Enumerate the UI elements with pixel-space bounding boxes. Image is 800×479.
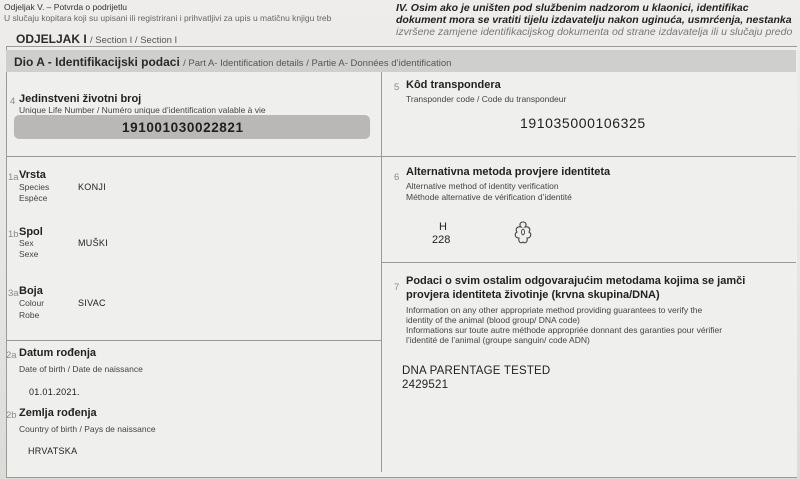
field-number: 2a [6,350,17,361]
other-methods-sublabel-en2: identity of the animal (blood group/ DNA code) [406,315,580,325]
header-right-line3: izvršene zamjene identifikacijskog dokumenta od strane izdavatelja ili u slučaju predo [396,26,793,38]
section-title: ODJELJAK I [16,32,87,46]
species-value: KONJI [78,182,107,192]
transponder-sublabel: Transponder code / Code du transpondeur [406,94,567,104]
row-divider [6,340,381,341]
brand-mark-icon [512,220,534,246]
ulb-sublabel: Unique Life Number / Numéro unique d’identification valable à vie [19,105,266,115]
header-left-line2: U slučaju kopitara koji su upisani ili registrirani i prihvatljivi za upis u matičnu knjigu treb [4,13,332,23]
field-number: 4 [10,96,16,107]
header-right-line2: dokument mora se vratiti tijelu izdavatelju nakon uginuća, usmrćenja, nestanka [396,14,792,26]
transponder-label: Kôd transpondera [406,79,501,91]
dna-code-value: 2429521 [402,379,449,391]
colour-label: Boja [19,285,43,297]
field-number: 1b [8,229,19,240]
field-number: 1a [8,172,19,183]
dob-sublabel: Date of birth / Date de naissance [19,364,143,374]
dob-label: Datum rođenja [19,347,97,359]
alt-method-value-number: 228 [432,234,451,246]
sex-label: Spol [19,226,43,238]
country-label: Zemlja rođenja [19,407,97,419]
colour-sublabel-en: Colour [19,298,45,308]
colour-sublabel-fr: Robe [19,310,40,320]
other-methods-label-line1: Podaci o svim ostalim odgovarajućim metodama kojima se jamči [406,275,746,287]
dob-value: 01.01.2021. [29,387,80,397]
other-methods-label-line2: provjera identiteta životinje (krvna skupina/DNA) [406,289,660,301]
section-heading [16,32,177,46]
species-sublabel-fr: Espèce [19,193,48,203]
country-sublabel: Country of birth / Pays de naissance [19,424,156,434]
column-divider [381,72,382,472]
other-methods-sublabel-fr1: Informations sur toute autre méthode appropriée donnant des garanties pour vérifier [406,325,723,335]
sex-sublabel-fr: Sexe [19,249,39,259]
field-number: 5 [394,82,400,93]
alt-method-label: Alternativna metoda provjere identiteta [406,166,611,178]
other-methods-sublabel-fr2: l’identité de l’animal (groupe sanguin/ code ADN) [406,335,590,345]
part-a-heading [14,55,451,69]
row-divider [382,262,796,263]
header-left-line1: Odjeljak V. – Potvrda o podrijetlu [4,2,128,12]
alt-method-sublabel-fr: Méthode alternative de vérification d’identité [406,192,572,202]
section-subtitle: / Section I / Section I [90,35,178,46]
dna-status-value: DNA PARENTAGE TESTED [402,365,551,377]
sex-value: MUŠKI [78,238,109,248]
header-left [4,2,331,24]
colour-value: SIVAC [78,298,106,308]
transponder-value: 191035000106325 [520,115,646,131]
field-number: 7 [394,282,400,293]
part-a-subtitle: / Part A- Identification details / Partie A- Données d’identification [183,58,452,69]
country-value: HRVATSKA [28,446,78,456]
header-right-line1: IV. Osim ako je uništen pod službenim nadzorom u klaonici, identifikac [396,2,749,14]
species-sublabel-en: Species [19,182,50,192]
field-number: 6 [394,172,400,183]
field-number: 3a [8,288,19,299]
header-right [396,2,792,38]
alt-method-value-letter: H [439,221,447,233]
row-divider [6,156,796,157]
field-number: 2b [6,410,17,421]
ulb-label: Jedinstveni životni broj [19,93,142,105]
species-label: Vrsta [19,169,46,181]
sex-sublabel-en: Sex [19,238,34,248]
other-methods-sublabel-en1: Information on any other appropriate method providing guarantees to verify the [406,305,703,315]
ulb-value: 191001030022821 [122,120,244,135]
alt-method-sublabel-en: Alternative method of identity verification [406,181,559,191]
part-a-title: Dio A - Identifikacijski podaci [14,55,180,69]
